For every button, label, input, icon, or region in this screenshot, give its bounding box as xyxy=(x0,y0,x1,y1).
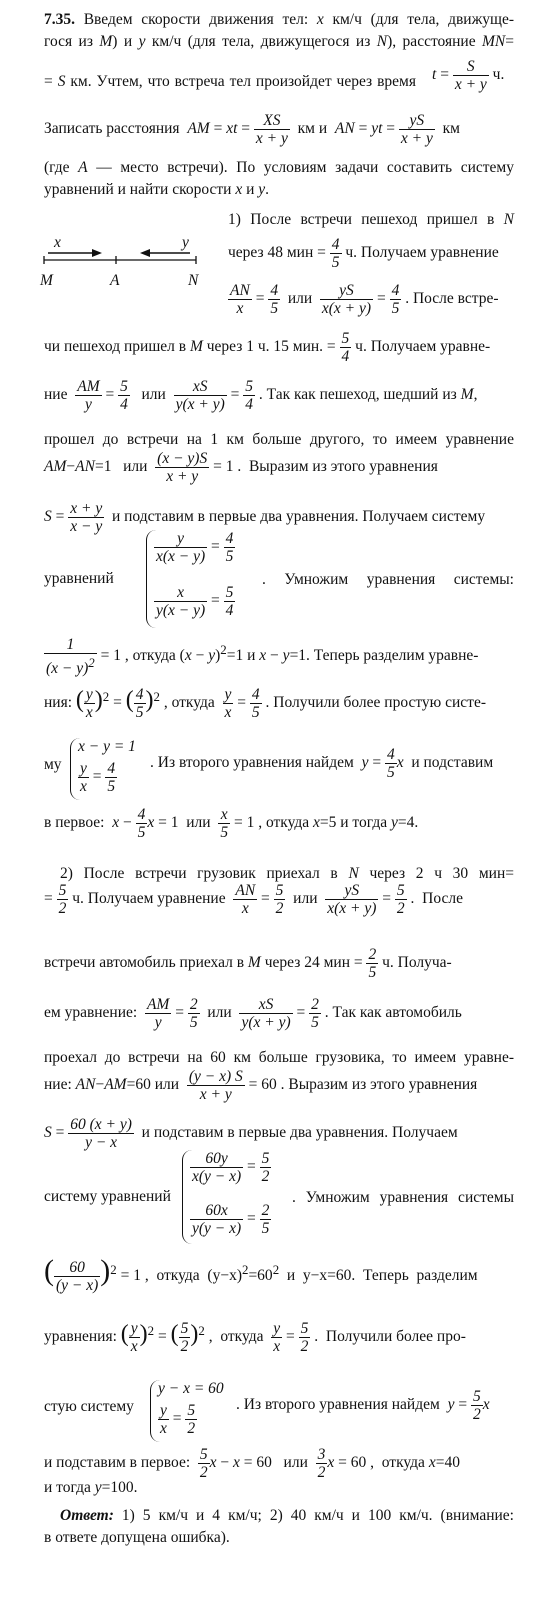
part1-line-6: прошел до встречи на 1 км больше другого, то имеем уравнение xyxy=(44,431,514,448)
diagram-label-y: y xyxy=(182,234,189,251)
part2-line-13: и тогда y=100. xyxy=(44,1479,138,1496)
diagram-point-m: M xyxy=(40,272,53,289)
problem-number: 7.35. xyxy=(44,11,75,28)
part2-system2-eq1: y − x = 60 xyxy=(158,1380,224,1397)
part1-line-2: через 48 мин = $\frac{4}{5}$ ч. Получаем уравнение xyxy=(228,236,499,271)
part1-system-eq2: $\frac{x}{y(x - y)}$ = $\frac{5}{4}$ xyxy=(156,584,234,619)
part1-line-5: ние $\frac{AM}{y}$ = $\frac{5}{4}$ или $\frac{xS}{y(x + y)}$ = $\frac{5}{4}$ . Так как пешеход, шедший из M, xyxy=(44,378,478,413)
answer-text-1: 1) 5 км/ч и 4 км/ч; 2) 40 км/ч и 100 км/ч. (внимание: xyxy=(113,1507,514,1524)
part1-system2-label: му xyxy=(44,756,62,773)
intro-line-6: уравнений и найти скорости x и y. xyxy=(44,181,270,198)
intro-line-1 xyxy=(44,10,514,29)
part2-system2-label: стую систему xyxy=(44,1398,134,1415)
part2-line-3: встречи автомобиль приехал в M через 24 мин = $\frac{2}{5}$ ч. Получа- xyxy=(44,946,452,981)
formula-t: t = $\frac{S}{x + y}$ ч. xyxy=(432,58,505,93)
part2-line-7: S = $\frac{60 (x + y)}{y - x}$ и подставим в первые два уравнения. Получаем xyxy=(44,1116,458,1151)
part2-system-label: систему уравнений xyxy=(44,1188,171,1205)
part2-line-4: ем уравнение: $\frac{AM}{y}$ = $\frac{2}{5}$ или $\frac{xS}{y(x + y)}$ = $\frac{2}{5}$ . Так как автомобиль xyxy=(44,996,462,1031)
segment-diagram xyxy=(40,232,200,292)
part1-line-1: 1) После встречи пешеход пришел в N xyxy=(228,211,514,228)
part2-system2-eq2: $\frac{y}{x}$ = $\frac{5}{2}$ xyxy=(160,1402,196,1437)
part1-line-10: $\frac{1}{(x - y)^2}$ = 1 , откуда $(x - y)^2=1$ и x − y=1. Теперь разделим уравне- xyxy=(46,636,479,678)
answer-line-1 xyxy=(60,1506,514,1525)
intro-line-3: = S км. Учтем, что встреча тел произойдет через время xyxy=(44,73,416,90)
part1-line-11: ния: ( $\frac{y}{x}$ )$^2$ = ( $\frac{4}{5}$ )$^2$ , откуда $\frac{y}{x}$ = $\frac{4}{5}$ . Получили более простую систе- xyxy=(44,686,486,721)
part2-system-eq2: $\frac{60x}{y(y - x)}$ = $\frac{2}{5}$ xyxy=(192,1202,270,1237)
part2-line-11: . Из второго уравнения найдем y = $\frac{5}{2}$ x xyxy=(236,1388,490,1423)
diagram-point-a: A xyxy=(110,272,120,289)
formula-distances: Записать расстояния AM = xt = $\frac{XS}{x + y}$ км и AN = yt = $\frac{yS}{x + y}$ км xyxy=(44,112,460,147)
part2-line-12: и подставим в первое: $\frac{5}{2}$ x − x = 60 или $\frac{3}{2}$ x = 60 , откуда x=40 xyxy=(44,1446,460,1481)
part1-system-eq1: $\frac{y}{x(x - y)}$ = $\frac{4}{5}$ xyxy=(156,530,234,565)
diagram-label-x: x xyxy=(54,234,61,251)
answer-label: Ответ: xyxy=(60,1507,114,1524)
part1-line-7: AM−AN=1 или $\frac{(x - y)S}{x + y}$ = 1 . Выразим из этого уравнения xyxy=(44,450,438,485)
part2-line-5: проехал до встречи на 60 км больше грузовика, то имеем уравне- xyxy=(44,1049,514,1066)
part2-line-10: уравнения: ( $\frac{y}{x}$ )$^2$ = ( $\frac{5}{2}$ )$^2$ , откуда $\frac{y}{x}$ = $\frac{5}{2}$ . Получили более про- xyxy=(44,1320,466,1355)
answer-line-2: в ответе допущена ошибка). xyxy=(44,1529,230,1546)
part1-system-label: уравнений xyxy=(44,570,114,587)
part2-system-eq1: $\frac{60y}{x(y - x)}$ = $\frac{5}{2}$ xyxy=(192,1150,270,1185)
part2-line-1: 2) После встречи грузовик приехал в N через 2 ч 30 мин= xyxy=(60,865,514,882)
part1-line-12: . Из второго уравнения найдем y = $\frac{4}{5}$ x и подставим xyxy=(150,746,494,781)
part1-line-8: S = $\frac{x + y}{x - y}$ и подставим в первые два уравнения. Получаем систему xyxy=(44,500,486,535)
part1-line-4: чи пешеход пришел в M через 1 ч. 15 мин. = $\frac{5}{4}$ ч. Получаем уравне- xyxy=(44,330,491,365)
part2-line-9: ( $\frac{60}{(y - x)}$ )$^2$ = 1 , откуда $(y-x)^2=60^2$ и y−x=60. Теперь разделим xyxy=(44,1254,478,1294)
part1-system2-eq2: $\frac{y}{x}$ = $\frac{4}{5}$ xyxy=(80,760,116,795)
diagram-point-n: N xyxy=(188,272,199,289)
part1-multiply-text: . Умножим уравнения системы: xyxy=(262,571,514,588)
part2-multiply-text: . Умножим уравнения системы xyxy=(292,1189,514,1206)
intro-line-5: (где A — место встречи). По условиям задачи составить систему xyxy=(44,159,514,176)
part1-system2-eq1: x − y = 1 xyxy=(78,738,136,755)
part2-line-6: ние: AN−AM=60 или $\frac{(y - x) S}{x + y}$ = 60 . Выразим из этого уравнения xyxy=(44,1068,478,1103)
intro-text-1: Введем скорости движения тел: x км/ч (для тела, движуще- xyxy=(83,11,515,28)
part1-line-13: в первое: x − $\frac{4}{5}$ x = 1 или $\frac{x}{5}$ = 1 , откуда x=5 и тогда y=4. xyxy=(44,806,419,841)
part2-line-2: = $\frac{5}{2}$ ч. Получаем уравнение $\frac{AN}{x}$ = $\frac{5}{2}$ или $\frac{yS}{x(x + y)}$ = $\frac{5}{2}$ . После xyxy=(44,882,463,917)
part1-line-3: $\frac{AN}{x}$ = $\frac{4}{5}$ или $\frac{yS}{x(x + y)}$ = $\frac{4}{5}$ . После встре- xyxy=(230,282,499,317)
intro-line-2: гося из M) и y км/ч (для тела, движущегося из N), расстояние MN= xyxy=(44,33,514,50)
